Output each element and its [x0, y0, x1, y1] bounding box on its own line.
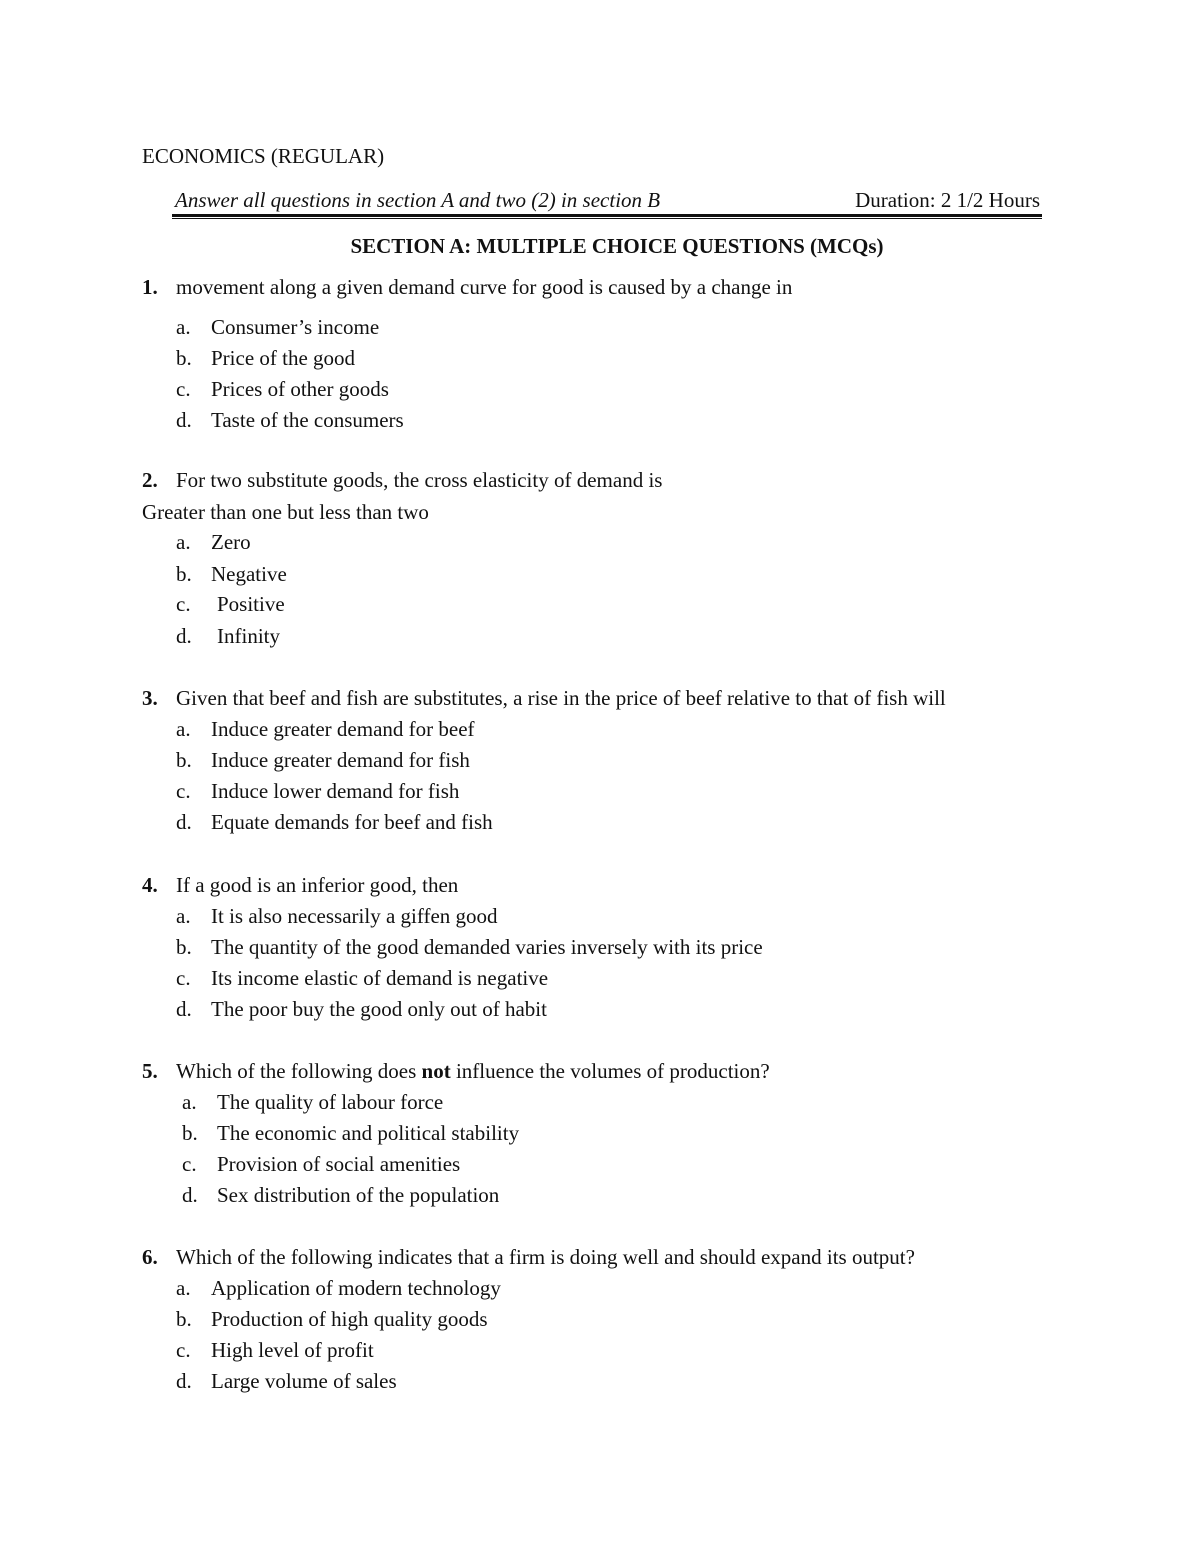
option-letter: b.	[182, 1121, 198, 1145]
option-text: Consumer’s income	[211, 315, 380, 339]
option-letter: b.	[176, 562, 192, 586]
option-text: Equate demands for beef and fish	[211, 810, 493, 834]
option-letter: d.	[176, 997, 192, 1021]
option-letter: d.	[176, 408, 192, 432]
option-letter: b.	[176, 1307, 192, 1331]
question-text: Given that beef and fish are substitutes, a rise in the price of beef relative to that of fish will	[176, 686, 946, 710]
option-letter: a.	[176, 904, 191, 928]
question-text: If a good is an inferior good, then	[176, 873, 459, 897]
option-text: Induce greater demand for fish	[211, 748, 470, 772]
option-text: The economic and political stability	[217, 1121, 520, 1145]
question-text: Which of the following indicates that a firm is doing well and should expand its output?	[176, 1245, 915, 1269]
option-text: Provision of social amenities	[217, 1152, 461, 1176]
option-letter: b.	[176, 748, 192, 772]
question-extra-line: Greater than one but less than two	[142, 500, 429, 524]
header-rule-thin	[172, 218, 1042, 219]
option-text: The poor buy the good only out of habit	[211, 997, 547, 1021]
exam-duration: Duration: 2 1/2 Hours	[855, 188, 1040, 212]
question-number: 1.	[142, 275, 158, 299]
option-text: High level of profit	[211, 1338, 374, 1362]
option-text: Zero	[211, 530, 251, 554]
option-letter: c.	[176, 592, 191, 616]
option-text: Application of modern technology	[211, 1276, 501, 1300]
option-text: Infinity	[217, 624, 280, 648]
question-number: 4.	[142, 873, 158, 897]
exam-instruction: Answer all questions in section A and two (2) in section B	[175, 188, 661, 212]
option-letter: d.	[176, 810, 192, 834]
option-text: Price of the good	[211, 346, 356, 370]
option-text: Prices of other goods	[211, 377, 389, 401]
option-letter: c.	[176, 377, 191, 401]
option-letter: d.	[182, 1183, 198, 1207]
question-number: 3.	[142, 686, 158, 710]
question-text-part: influence the volumes of production?	[450, 1059, 770, 1083]
option-letter: c.	[182, 1152, 197, 1176]
option-letter: b.	[176, 346, 192, 370]
question-number: 2.	[142, 468, 158, 492]
option-letter: a.	[176, 315, 191, 339]
question-text: For two substitute goods, the cross elasticity of demand is	[176, 468, 663, 492]
option-letter: c.	[176, 1338, 191, 1362]
option-letter: b.	[176, 935, 192, 959]
option-text: Large volume of sales	[211, 1369, 397, 1393]
option-letter: a.	[182, 1090, 197, 1114]
option-text: The quality of labour force	[217, 1090, 444, 1114]
option-text: Induce greater demand for beef	[211, 717, 475, 741]
option-letter: a.	[176, 717, 191, 741]
question-number: 5.	[142, 1059, 158, 1083]
option-text: Its income elastic of demand is negative	[211, 966, 549, 990]
section-title: SECTION A: MULTIPLE CHOICE QUESTIONS (MCQs)	[350, 234, 884, 258]
question-text	[176, 1061, 770, 1082]
header-rule	[172, 214, 1042, 217]
option-letter: c.	[176, 779, 191, 803]
option-text: It is also necessarily a giffen good	[211, 904, 498, 928]
question-number: 6.	[142, 1245, 158, 1269]
option-letter: a.	[176, 530, 191, 554]
option-text: Induce lower demand for fish	[211, 779, 460, 803]
option-text: Negative	[211, 562, 287, 586]
option-text: Production of high quality goods	[211, 1307, 488, 1331]
question-text-part: Which of the following does	[176, 1059, 422, 1083]
option-text: The quantity of the good demanded varies inversely with its price	[211, 935, 763, 959]
question-text-emphasis: not	[421, 1059, 451, 1083]
option-letter: a.	[176, 1276, 191, 1300]
option-text: Positive	[217, 592, 285, 616]
option-letter: d.	[176, 1369, 192, 1393]
option-text: Taste of the consumers	[211, 408, 404, 432]
question-text: movement along a given demand curve for good is caused by a change in	[176, 275, 793, 299]
option-letter: d.	[176, 624, 192, 648]
exam-title: ECONOMICS (REGULAR)	[142, 144, 385, 168]
option-text: Sex distribution of the population	[217, 1183, 500, 1207]
option-letter: c.	[176, 966, 191, 990]
